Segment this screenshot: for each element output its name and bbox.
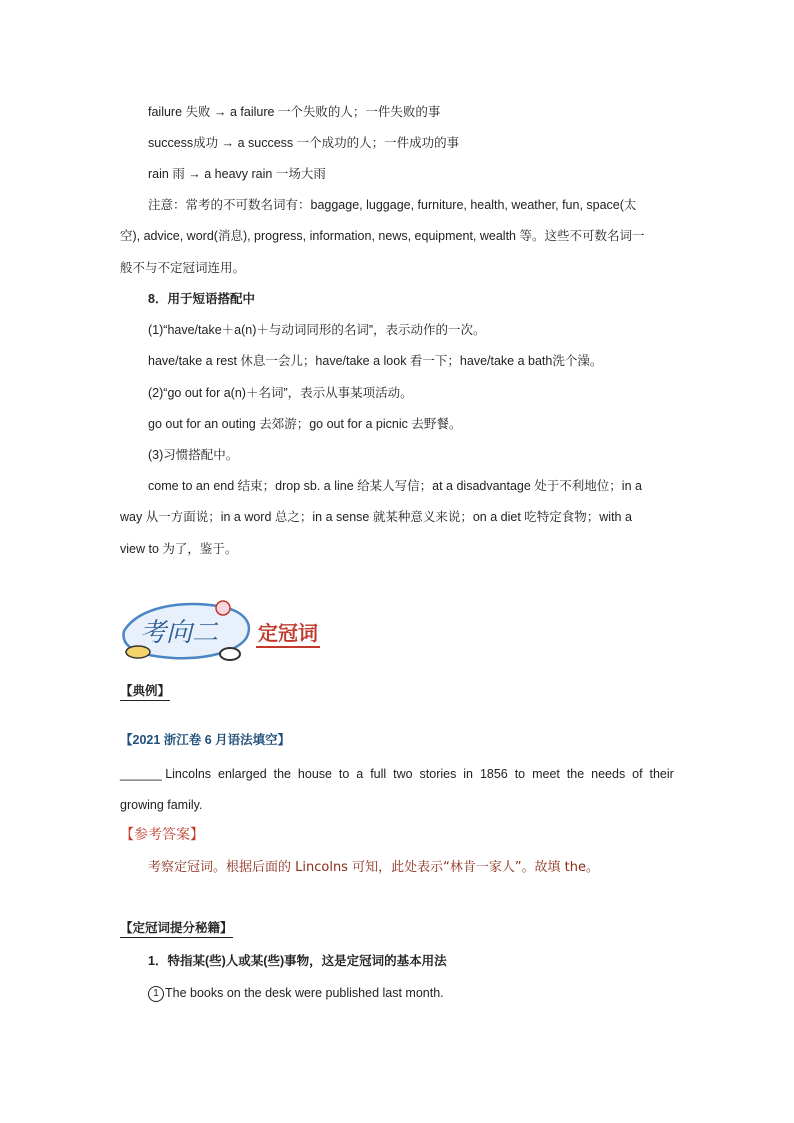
text-line: view to 为了，鉴于。 — [120, 542, 238, 556]
banner-text: 考向二 — [140, 618, 219, 648]
text-line: 般不与不定冠词连用。 — [120, 261, 246, 275]
answer-blank: ______ — [120, 767, 162, 781]
subheading: 8．用于短语搭配中 — [148, 292, 255, 306]
example-sentence — [148, 983, 675, 1003]
answer-label: 【参考答案】 — [120, 828, 204, 843]
text-line: (2)“go out for a(n)＋名词”，表示从事某项活动。 — [148, 386, 413, 400]
circled-number: 1 — [148, 986, 164, 1002]
section-title: 定冠词 — [256, 622, 320, 648]
text-line: 注意：常考的不可数名词有：baggage, luggage, furniture, health, weather, fun, space(太 — [148, 198, 637, 212]
tips-label: 【定冠词提分秘籍】 — [120, 920, 233, 938]
text-line: come to an end 结束；drop sb. a line 给某人写信；at a disadvantage 处于不利地位；in a — [148, 479, 642, 493]
banner-dot-decoration — [216, 601, 230, 615]
text-line: 空), advice, word(消息), progress, information, news, equipment, wealth 等。这些不可数名词一 — [120, 229, 645, 243]
text-line: have/take a rest 休息一会儿；have/take a look 看一下；have/take a bath洗个澡。 — [148, 354, 603, 368]
section-banner-graphic — [118, 598, 258, 664]
question-line — [120, 764, 675, 784]
text-line: failure 失败 → a failure 一个失败的人；一件失败的事 — [148, 105, 441, 119]
answer-text: 考察定冠词。根据后面的 Lincolns 可知，此处表示“林肯一家人”。故填 the。 — [148, 860, 600, 875]
tips-heading: 1．特指某(些)人或某(些)事物，这是定冠词的基本用法 — [148, 954, 447, 968]
banner-dot-decoration — [220, 648, 240, 660]
question-line: growing family. — [120, 798, 203, 812]
text-line: rain 雨 → a heavy rain 一场大雨 — [148, 167, 326, 181]
example-source: 【2021 浙江卷 6 月语法填空】 — [120, 733, 291, 747]
text-line: go out for an outing 去郊游；go out for a picnic 去野餐。 — [148, 417, 462, 431]
example-label: 【典例】 — [120, 683, 170, 701]
example-sentence-text: The books on the desk were published last month. — [165, 986, 444, 1000]
text-line: success成功 → a success 一个成功的人；一件成功的事 — [148, 136, 460, 150]
question-text: Lincolns enlarged the house to a full two stories in 1856 to meet the needs of their — [161, 767, 674, 781]
text-line: way 从一方面说；in a word 总之；in a sense 就某种意义来说；on a diet 吃特定食物；with a — [120, 510, 632, 524]
text-line: (1)“have/take＋a(n)＋与动词同形的名词”，表示动作的一次。 — [148, 323, 486, 337]
text-line: (3)习惯搭配中。 — [148, 448, 239, 462]
